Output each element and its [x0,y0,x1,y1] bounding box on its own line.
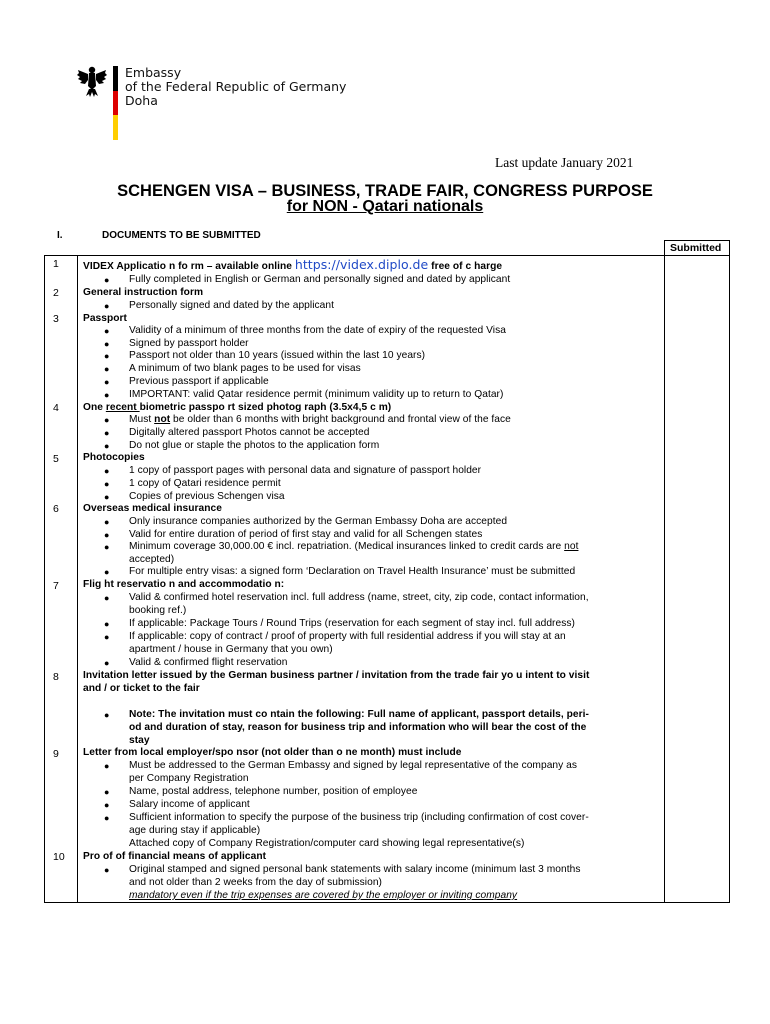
bullet: ● [104,813,110,823]
row-number: 6 [53,503,59,515]
list-item: 1 copy of passport pages with personal data and signature of passport holder [129,465,482,476]
bullet: ● [104,275,110,285]
bullet: ● [104,428,110,438]
list-item-emphasis: not [564,541,579,552]
bullet: ● [104,800,110,810]
list-item: Valid & confirmed hotel reservation incl. full address (name, street, city, zip code, contact information, [129,592,589,603]
list-item: Salary income of applicant [129,799,250,810]
list-item-text: be older than 6 months with bright background and frontal view of the face [170,414,511,425]
list-item [129,541,578,553]
bullet: ● [104,466,110,476]
bullet: ● [104,567,110,577]
bullet: ● [104,351,110,361]
table-border-right [729,240,730,903]
list-item: Digitally altered passport Photos cannot be accepted [129,427,370,438]
bullet: ● [104,390,110,400]
list-item-text: Must [129,414,155,425]
list-item-continuation: age during stay if applicable) [129,825,261,836]
embassy-line-3: Doha [125,93,158,108]
list-item: Must be addressed to the German Embassy and signed by legal representative of the company as [129,760,578,771]
section-number: I. [57,230,63,241]
list-item-continuation: accepted) [129,554,175,565]
embassy-line-2: of the Federal Republic of Germany [125,79,347,94]
row-number: 3 [53,313,59,325]
bullet: ● [104,364,110,374]
list-item-continuation: mandatory even if the trip expenses are covered by the employer or inviting company [129,890,518,901]
last-update: Last update January 2021 [495,155,634,170]
flag-gold [113,115,118,140]
federal-eagle-icon [77,64,107,98]
row-number: 8 [53,671,59,683]
list-item: Sufficient information to specify the purpose of the business trip (including confirmation of cost cover- [129,812,589,823]
row-number: 1 [53,258,59,270]
letterhead [77,64,377,144]
list-item-continuation: booking ref.) [129,605,187,616]
flag-red [113,91,118,116]
bullet: ● [104,326,110,336]
table-border-top-submitted [664,240,730,241]
list-item-continuation: apartment / house in Germany that you own) [129,644,333,655]
bullet: ● [104,479,110,489]
item-3-title: Passport [83,313,127,324]
list-item: A minimum of two blank pages to be used for visas [129,363,361,374]
bullet: ● [104,441,110,451]
submitted-column-header: Submitted [670,242,722,254]
page-subtitle: for NON - Qatari nationals [286,198,484,215]
list-item: Original stamped and signed personal bank statements with salary income (minimum last 3 months [129,864,581,875]
bullet: ● [104,761,110,771]
flag-black [113,66,118,91]
bullet: ● [104,339,110,349]
list-item: Do not glue or staple the photos to the application form [129,440,380,451]
item-8-title-continuation: and / or ticket to the fair [83,683,200,694]
table-border-bottom [44,902,730,903]
item-title-text: One [83,402,106,413]
item-4-title [83,402,391,414]
row-number: 7 [53,580,59,592]
list-item: For multiple entry visas: a signed form ‘Declaration on Travel Health Insurance’ must be submitted [129,566,576,577]
item-9-title: Letter from local employer/spo nsor (not older than o ne month) must include [83,747,462,758]
embassy-line-1: Embassy [125,65,182,80]
row-number: 5 [53,453,59,465]
row-number: 9 [53,748,59,760]
item-10-title: Pro of of financial means of applicant [83,851,267,862]
item-7-title: Flig ht reservatio n and accommodatio n: [83,579,285,590]
list-item-text: Minimum coverage 30,000.00 € incl. repatriation. (Medical insurances linked to credit cards are [129,541,565,552]
row-number: 4 [53,402,59,414]
list-item: Personally signed and dated by the applicant [129,300,334,311]
row-number: 2 [53,287,59,299]
list-item: Previous passport if applicable [129,376,269,387]
bullet: ● [104,301,110,311]
list-item: Only insurance companies authorized by the German Embassy Doha are accepted [129,516,508,527]
list-item: Name, postal address, telephone number, position of employee [129,786,418,797]
bullet: ● [104,377,110,387]
bullet: ● [104,415,110,425]
list-item: Valid for entire duration of period of first stay and valid for all Schengen states [129,529,483,540]
list-item-continuation: and not older than 2 weeks from the day of submission) [129,877,382,888]
invitation-note-continuation: od and duration of stay, reason for business trip and information who will bear the cost of the [129,722,587,733]
bullet: ● [104,632,110,642]
section-heading: DOCUMENTS TO BE SUBMITTED [102,230,261,241]
list-item-continuation: Attached copy of Company Registration/computer card showing legal representative(s) [129,838,525,849]
bullet: ● [104,517,110,527]
row-number: 10 [53,851,65,863]
bullet: ● [104,710,110,720]
invitation-note: Note: The invitation must co ntain the following: Full name of applicant, passport details, peri- [129,709,589,720]
list-item: 1 copy of Qatari residence permit [129,478,281,489]
embassy-name [125,66,346,108]
item-8-title: Invitation letter issued by the German business partner / invitation from the trade fair yo u intent to visit [83,670,590,681]
list-item [129,414,511,426]
list-item: If applicable: Package Tours / Round Trips (reservation for each segment of stay incl. full address) [129,618,575,629]
list-item: Signed by passport holder [129,338,249,349]
bullet: ● [104,658,110,668]
flag-bar [113,66,118,140]
list-item: If applicable: copy of contract / proof of property with full residential address if you will stay at an [129,631,566,642]
bullet: ● [104,619,110,629]
item-title-text: free of c harge [428,261,503,272]
item-title-text: biometric passpo rt sized photog raph (3.5x4,5 c m) [139,402,392,413]
item-1-title [83,259,502,273]
list-item: Passport not older than 10 years (issued within the last 10 years) [129,350,426,361]
item-6-title: Overseas medical insurance [83,503,222,514]
item-title-emphasis: recent [105,402,140,413]
list-item-continuation: per Company Registration [129,773,249,784]
list-item: IMPORTANT: valid Qatar residence permit (minimum validity up to return to Qatar) [129,389,504,400]
bullet: ● [104,530,110,540]
invitation-note-continuation: stay [129,735,150,746]
videx-link[interactable]: https://videx.diplo.de [294,257,429,272]
list-item-emphasis: not [154,414,171,425]
table-border-submitted [664,240,665,903]
item-5-title: Photocopies [83,452,145,463]
list-item: Fully completed in English or German and personally signed and dated by applicant [129,274,511,285]
table-border-number [77,255,78,903]
bullet: ● [104,787,110,797]
item-title-text: VIDEX Applicatio n fo rm – available online [83,261,295,272]
bullet: ● [104,492,110,502]
item-2-title: General instruction form [83,287,204,298]
bullet: ● [104,593,110,603]
list-item: Validity of a minimum of three months from the date of expiry of the requested Visa [129,325,506,336]
list-item: Valid & confirmed flight reservation [129,657,288,668]
bullet: ● [104,542,110,552]
table-border-left [44,255,45,903]
table-border-top [44,255,730,256]
page-title: SCHENGEN VISA – BUSINESS, TRADE FAIR, CONGRESS PURPOSE [117,182,653,200]
list-item: Copies of previous Schengen visa [129,491,285,502]
bullet: ● [104,865,110,875]
